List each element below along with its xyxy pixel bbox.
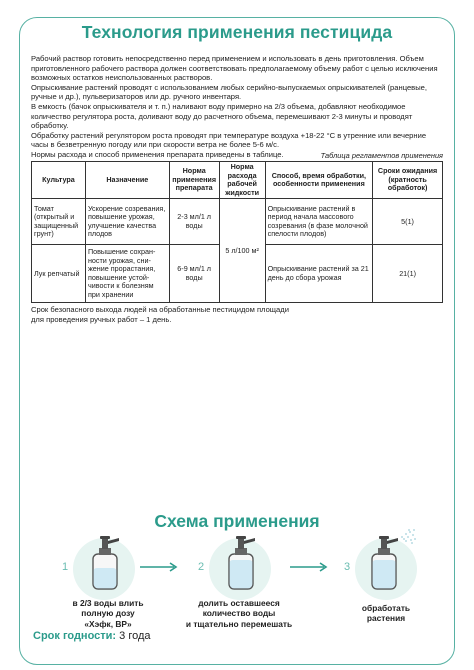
- step-label: [172, 598, 306, 629]
- arrow-right-icon: [290, 561, 328, 573]
- cell-norm-liquid: 5 л/100 м²: [219, 199, 265, 303]
- step-label-line: и тщательно перемешать: [185, 618, 293, 629]
- shelf-life-label: Срок годности:: [33, 630, 117, 642]
- step-number: 1: [62, 561, 69, 573]
- arrow-right-icon: [140, 561, 178, 573]
- step-label-line: обработать: [361, 603, 411, 613]
- header-method: Способ, время обработки, особенности применения: [265, 162, 373, 199]
- safety-note-line: для проведения ручных работ – 1 день.: [31, 314, 172, 324]
- paragraph: Нормы расхода и способ применения препарата приведены в таблице.: [31, 149, 284, 159]
- table-header-row: [32, 162, 443, 199]
- step-label-line: в 2/3 воды влить: [72, 598, 144, 608]
- cell-wait: 5(1): [373, 199, 443, 245]
- header-norm-prep: Норма применения препарата: [169, 162, 219, 199]
- cell-crop: Томат (открытый и защищенный грунт): [32, 199, 86, 245]
- cell-crop: Лук репчатый: [32, 245, 86, 303]
- table-caption: Таблица регламентов применения: [320, 151, 443, 160]
- safety-note-line: Срок безопасного выхода людей на обработанные пестицидом площади: [31, 305, 289, 314]
- cell-norm-prep: 2-3 мл/1 л воды: [169, 199, 219, 245]
- step-label-line: количество воды: [202, 608, 276, 619]
- cell-method: Опрыскивание растений в период начала массового созревания (в фазе молочной спелости плодов): [265, 199, 373, 245]
- paragraph: Опрыскивание растений проводят с использованием любых серийно-выпускаемых опрыскивателей (ранцевые, ручные и др.), пульверизаторов или др. ручного инвентаря.: [31, 82, 428, 102]
- spray-mist-icon: [401, 529, 416, 544]
- header-crop: Культура: [32, 162, 86, 199]
- shelf-life-value: 3 года: [119, 630, 151, 642]
- header-norm-liquid: Норма расхода рабочей жидкости: [219, 162, 265, 199]
- step-label-line: долить оставшееся: [198, 598, 280, 608]
- paragraph: В емкость (бачок опрыскивателя и т. п.) наливают воду примерно на 2/3 объема, добавляют необходимое количество регулятора роста, доливают воду до расчетного объема, перемешивают 2-3 минуты и проводят обработку.: [31, 101, 413, 131]
- table-row: [32, 199, 443, 245]
- step-number: 3: [344, 561, 351, 573]
- safety-note: [31, 305, 443, 324]
- instructions-text: [31, 54, 443, 160]
- step-label-line: растения: [366, 613, 406, 624]
- step-label-line: полную дозу: [81, 608, 135, 619]
- shelf-life: [33, 630, 151, 642]
- scheme-title: Схема применения: [154, 511, 320, 531]
- step-label-line: «Хэфк, ВР»: [84, 618, 132, 629]
- header-wait: Сроки ожидания (кратность обработок): [373, 162, 443, 199]
- step-label: [48, 598, 168, 629]
- step-label: [328, 603, 444, 624]
- paragraph: Обработку растений регулятором роста проводят при температуре воздуха +18-22 °С в утренние или вечерние часы в безветренную погоду или при скорости ветра не более 5-6 м/с.: [31, 130, 427, 150]
- cell-wait: 21(1): [373, 245, 443, 303]
- step-number: 2: [198, 561, 205, 573]
- sprayer-icon: [85, 534, 125, 592]
- regulations-table: [31, 161, 443, 303]
- cell-purpose: Повышение сохранности урожая, снижение прорастания, повышение устойчивости к болезням при хранении: [85, 245, 169, 303]
- sprayer-icon: [366, 528, 418, 592]
- cell-purpose: Ускорение созревания, повышение урожая, улучшение качества плодов: [85, 199, 169, 245]
- paragraph: Рабочий раствор готовить непосредственно перед применением и использовать в день приготовления. Объем приготовленного рабочего раствора должен соответствовать предполагаемому объему работ с целью исключения возможных остатков неиспользованных растворов.: [31, 54, 438, 83]
- cell-norm-prep: 6-9 мл/1 л воды: [169, 245, 219, 303]
- header-purpose: Назначение: [85, 162, 169, 199]
- sprayer-icon: [221, 534, 261, 592]
- cell-method: Опрыскивание растений за 21 день до сбора урожая: [265, 245, 373, 303]
- page-title: Технология применения пестицида: [81, 22, 393, 42]
